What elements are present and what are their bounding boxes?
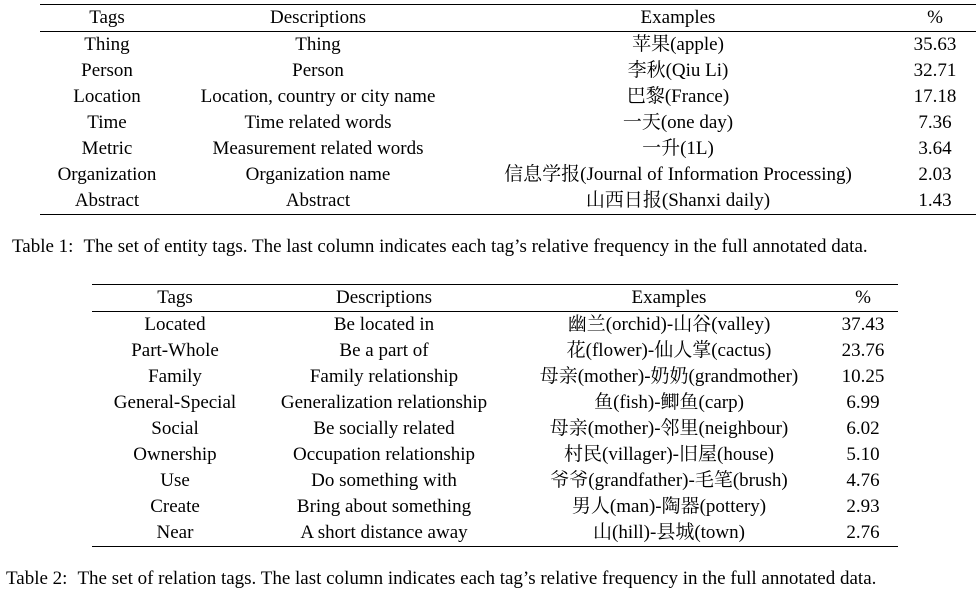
cell-description: Generalization relationship xyxy=(280,392,488,413)
cell-example: 男人(man)-陶器(pottery) xyxy=(571,496,767,517)
cell-tag: Part-Whole xyxy=(131,340,219,361)
table-header-row xyxy=(92,285,898,312)
cell-tag: Family xyxy=(148,366,202,387)
cell-example: 苹果(apple) xyxy=(632,34,724,55)
cell-example: 花(flower)-仙人掌(cactus) xyxy=(566,340,772,361)
cell-description: Be located in xyxy=(333,314,435,335)
cell-percent: 23.76 xyxy=(841,340,885,361)
cell-percent: 7.36 xyxy=(918,112,952,133)
cell-example: 爷爷(grandfather)-毛笔(brush) xyxy=(550,470,788,491)
cell-example: 信息学报(Journal of Information Processing) xyxy=(504,164,852,185)
cell-tag: Person xyxy=(81,60,133,81)
cell-example: 一天(one day) xyxy=(622,112,734,133)
caption-label: Table 2: xyxy=(6,568,68,589)
cell-example: 李秋(Qiu Li) xyxy=(627,60,729,81)
cell-tag: General-Special xyxy=(113,392,237,413)
cell-tag: Near xyxy=(156,522,194,543)
cell-percent: 5.10 xyxy=(846,444,880,465)
cell-example: 一升(1L) xyxy=(642,138,714,159)
cell-description: Abstract xyxy=(285,190,351,211)
cell-example: 母亲(mother)-邻里(neighbour) xyxy=(549,418,789,439)
cell-percent: 10.25 xyxy=(841,366,885,387)
cell-description: Family relationship xyxy=(309,366,459,387)
entity-tags-table xyxy=(40,4,976,215)
cell-tag: Social xyxy=(151,418,199,439)
cell-tag: Location xyxy=(73,86,141,107)
cell-description: Be a part of xyxy=(339,340,429,361)
cell-percent: 2.76 xyxy=(846,522,880,543)
table-header-row xyxy=(40,5,976,32)
cell-percent: 1.43 xyxy=(918,190,952,211)
cell-tag: Abstract xyxy=(74,190,140,211)
cell-description: Do something with xyxy=(311,470,457,491)
header-examples: Examples xyxy=(631,287,707,308)
header-descriptions: Descriptions xyxy=(269,7,367,28)
cell-description: Time related words xyxy=(244,112,392,133)
table-row xyxy=(40,110,976,136)
cell-tag: Ownership xyxy=(133,444,217,465)
cell-example: 山西日报(Shanxi daily) xyxy=(585,190,771,211)
cell-description: A short distance away xyxy=(300,522,468,543)
cell-percent: 4.76 xyxy=(846,470,880,491)
table-row xyxy=(92,390,898,416)
table-row xyxy=(92,416,898,442)
cell-tag: Time xyxy=(87,112,127,133)
cell-tag: Organization xyxy=(57,164,157,185)
table-row xyxy=(40,162,976,188)
cell-description: Organization name xyxy=(245,164,391,185)
table1-caption xyxy=(12,236,868,258)
cell-tag: Thing xyxy=(84,34,130,55)
table2-caption xyxy=(6,568,876,590)
table-row xyxy=(92,468,898,494)
cell-example: 村民(villager)-旧屋(house) xyxy=(564,444,774,465)
cell-percent: 2.93 xyxy=(846,496,880,517)
cell-description: Occupation relationship xyxy=(292,444,476,465)
table-row xyxy=(92,442,898,468)
table-row xyxy=(40,84,976,110)
table-row xyxy=(92,520,898,547)
cell-tag: Metric xyxy=(81,138,133,159)
table-row xyxy=(40,32,976,59)
cell-description: Location, country or city name xyxy=(200,86,436,107)
header-examples: Examples xyxy=(640,7,716,28)
table-row xyxy=(40,188,976,215)
table-row xyxy=(92,312,898,339)
cell-tag: Use xyxy=(160,470,190,491)
cell-example: 母亲(mother)-奶奶(grandmother) xyxy=(539,366,799,387)
table-row xyxy=(92,364,898,390)
header-percent: % xyxy=(927,7,943,28)
cell-description: Bring about something xyxy=(296,496,472,517)
table-row xyxy=(92,338,898,364)
cell-description: Person xyxy=(292,60,344,81)
caption-text: The set of entity tags. The last column indicates each tag’s relative frequency in the full annotated data. xyxy=(83,236,868,257)
cell-percent: 32.71 xyxy=(913,60,957,81)
cell-percent: 6.02 xyxy=(846,418,880,439)
cell-example: 巴黎(France) xyxy=(626,86,730,107)
cell-example: 山(hill)-县城(town) xyxy=(593,522,745,543)
cell-tag: Create xyxy=(150,496,200,517)
table-row xyxy=(40,58,976,84)
cell-percent: 37.43 xyxy=(841,314,885,335)
cell-description: Be socially related xyxy=(313,418,455,439)
cell-tag: Located xyxy=(144,314,206,335)
cell-example: 幽兰(orchid)-山谷(valley) xyxy=(567,314,771,335)
cell-percent: 3.64 xyxy=(918,138,952,159)
caption-label: Table 1: xyxy=(12,236,74,257)
header-percent: % xyxy=(855,287,871,308)
cell-percent: 2.03 xyxy=(918,164,952,185)
cell-percent: 17.18 xyxy=(913,86,957,107)
relation-tags-table xyxy=(92,284,898,547)
header-descriptions: Descriptions xyxy=(335,287,433,308)
cell-description: Measurement related words xyxy=(212,138,424,159)
cell-percent: 35.63 xyxy=(913,34,957,55)
cell-percent: 6.99 xyxy=(846,392,880,413)
cell-example: 鱼(fish)-鲫鱼(carp) xyxy=(594,392,744,413)
cell-description: Thing xyxy=(295,34,341,55)
caption-text: The set of relation tags. The last column indicates each tag’s relative frequency in the full annotated data. xyxy=(77,568,877,589)
table-row xyxy=(92,494,898,520)
header-tags: Tags xyxy=(157,287,193,308)
table-row xyxy=(40,136,976,162)
header-tags: Tags xyxy=(89,7,125,28)
